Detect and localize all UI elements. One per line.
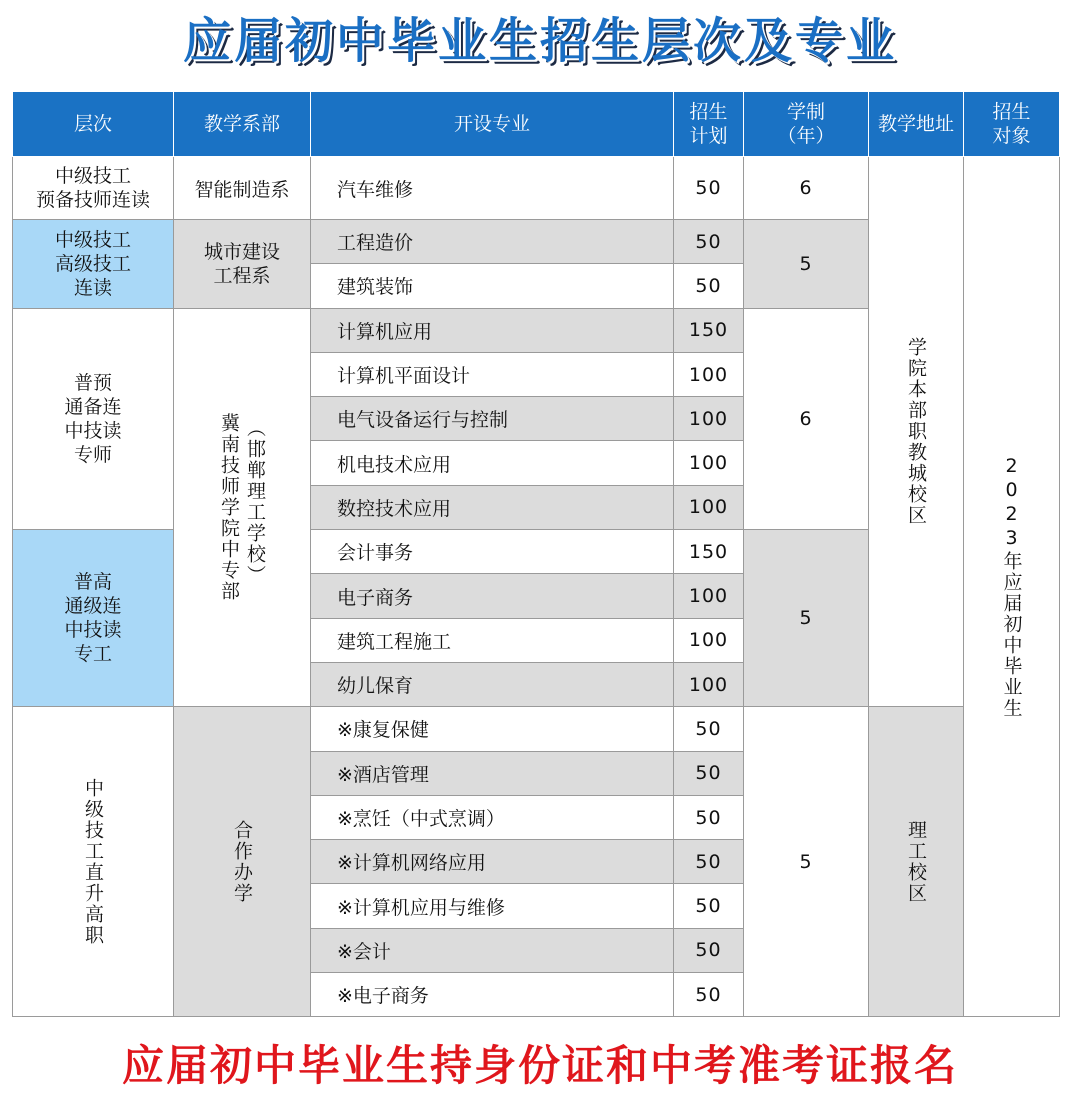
major-cell: 机电技术应用 bbox=[311, 441, 674, 485]
major-cell: ※会计 bbox=[311, 928, 674, 972]
major-cell: 幼儿保育 bbox=[311, 662, 674, 706]
department-cell: 城市建设 工程系 bbox=[174, 220, 311, 309]
years-cell: 6 bbox=[744, 157, 869, 220]
plan-cell: 150 bbox=[674, 308, 744, 352]
plan-cell: 50 bbox=[674, 840, 744, 884]
major-cell: ※康复保健 bbox=[311, 707, 674, 751]
address-cell bbox=[869, 707, 964, 1017]
page-title: 应届初中毕业生招生层次及专业 bbox=[182, 13, 897, 69]
table-row bbox=[13, 707, 1060, 751]
level-cell: 中级技工 高级技工 连读 bbox=[13, 220, 174, 309]
department-subtext: （邯郸理工学校） bbox=[244, 418, 266, 587]
plan-cell: 50 bbox=[674, 751, 744, 795]
major-cell: 工程造价 bbox=[311, 220, 674, 264]
plan-cell: 100 bbox=[674, 662, 744, 706]
major-cell: 电子商务 bbox=[311, 574, 674, 618]
header-target: 招生 对象 bbox=[964, 92, 1060, 157]
address-cell bbox=[869, 157, 964, 707]
plan-cell: 100 bbox=[674, 618, 744, 662]
years-cell: 5 bbox=[744, 530, 869, 707]
target-cell bbox=[964, 157, 1060, 1017]
major-cell: 电气设备运行与控制 bbox=[311, 397, 674, 441]
plan-cell: 100 bbox=[674, 397, 744, 441]
years-cell: 5 bbox=[744, 707, 869, 1017]
header-department: 教学系部 bbox=[174, 92, 311, 157]
plan-cell: 50 bbox=[674, 928, 744, 972]
major-cell: 建筑工程施工 bbox=[311, 618, 674, 662]
header-major: 开设专业 bbox=[311, 92, 674, 157]
major-cell: 数控技术应用 bbox=[311, 485, 674, 529]
plan-cell: 50 bbox=[674, 157, 744, 220]
plan-cell: 50 bbox=[674, 707, 744, 751]
major-cell: 汽车维修 bbox=[311, 157, 674, 220]
table-header-row bbox=[13, 92, 1060, 157]
level-cell: 普高 通级连 中技读 专工 bbox=[13, 530, 174, 707]
header-level: 层次 bbox=[13, 92, 174, 157]
address-text: 学院本部职教城校区 bbox=[905, 337, 927, 527]
department-text: 冀南技师学院中专部 bbox=[218, 412, 240, 602]
plan-cell: 50 bbox=[674, 264, 744, 308]
years-cell: 6 bbox=[744, 308, 869, 529]
department-cell bbox=[174, 707, 311, 1017]
target-text: 2023年应届初中毕业生 bbox=[1000, 454, 1023, 719]
department-cell: 智能制造系 bbox=[174, 157, 311, 220]
header-plan: 招生 计划 bbox=[674, 92, 744, 157]
plan-cell: 50 bbox=[674, 973, 744, 1017]
major-cell: 计算机平面设计 bbox=[311, 352, 674, 396]
plan-cell: 100 bbox=[674, 574, 744, 618]
enrollment-table bbox=[12, 91, 1060, 1017]
plan-cell: 150 bbox=[674, 530, 744, 574]
plan-cell: 50 bbox=[674, 884, 744, 928]
table-row bbox=[13, 157, 1060, 220]
major-cell: 建筑装饰 bbox=[311, 264, 674, 308]
address-text: 理工校区 bbox=[905, 819, 927, 904]
header-years: 学制 （年） bbox=[744, 92, 869, 157]
level-cell: 中级技工 预备技师连读 bbox=[13, 157, 174, 220]
header-address: 教学地址 bbox=[869, 92, 964, 157]
major-cell: 会计事务 bbox=[311, 530, 674, 574]
major-cell: ※烹饪（中式烹调） bbox=[311, 795, 674, 839]
major-cell: ※计算机应用与维修 bbox=[311, 884, 674, 928]
plan-cell: 50 bbox=[674, 795, 744, 839]
level-cell bbox=[13, 707, 174, 1017]
plan-cell: 100 bbox=[674, 352, 744, 396]
major-cell: 计算机应用 bbox=[311, 308, 674, 352]
level-text: 中级技工直升高职 bbox=[82, 777, 104, 946]
years-cell: 5 bbox=[744, 220, 869, 309]
department-text: 合作办学 bbox=[231, 819, 253, 904]
level-cell: 普预 通备连 中技读 专师 bbox=[13, 308, 174, 529]
footer-notice: 应届初中毕业生持身份证和中考准考证报名 bbox=[121, 1041, 958, 1090]
department-cell bbox=[174, 308, 311, 707]
major-cell: ※计算机网络应用 bbox=[311, 840, 674, 884]
plan-cell: 100 bbox=[674, 485, 744, 529]
major-cell: ※酒店管理 bbox=[311, 751, 674, 795]
major-cell: ※电子商务 bbox=[311, 973, 674, 1017]
plan-cell: 100 bbox=[674, 441, 744, 485]
plan-cell: 50 bbox=[674, 220, 744, 264]
